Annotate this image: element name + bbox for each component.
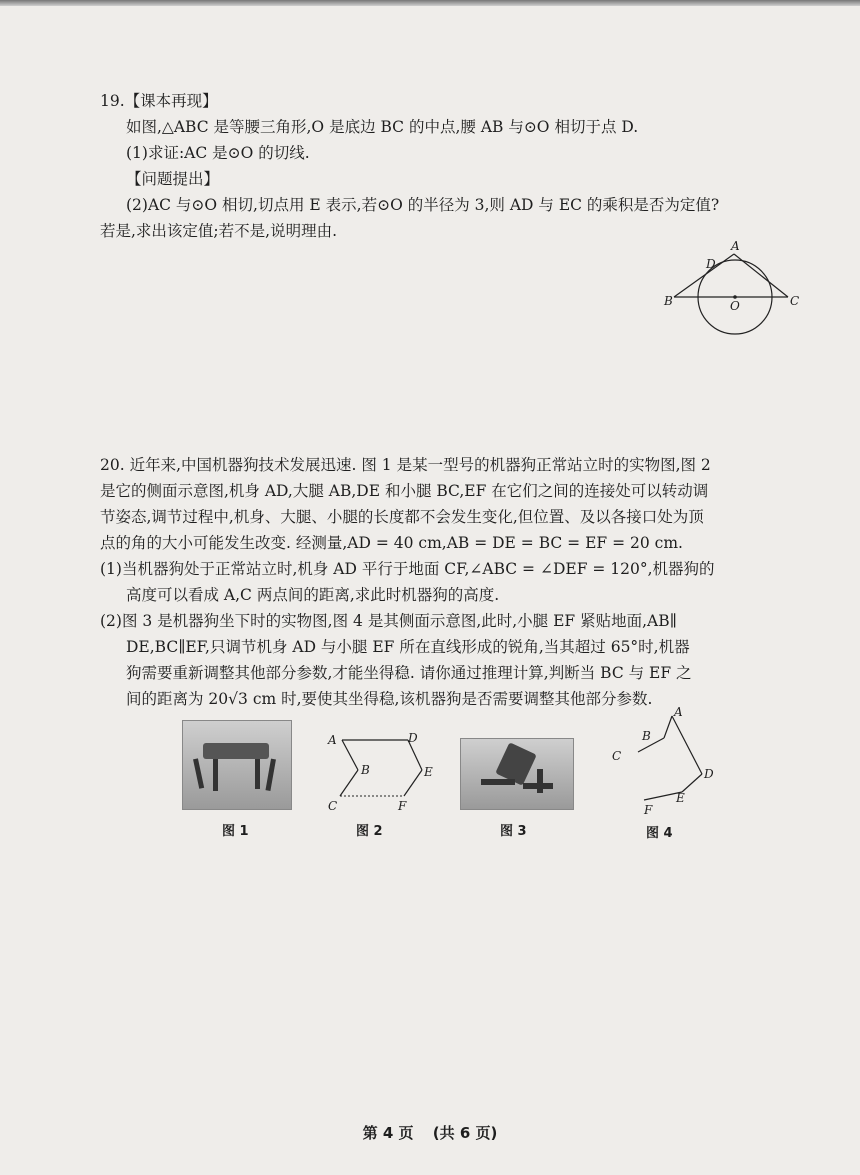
page-number: 第 4 页 [362, 1124, 414, 1142]
label-a: A [731, 239, 740, 253]
label-c: C [612, 749, 622, 763]
q20-part2: (2)图 3 是机器狗坐下时的实物图,图 4 是其侧面示意图,此时,小腿 EF 紧贴地面,AB∥ [100, 612, 677, 630]
q20-part2-cont2: 狗需要重新调整其他部分参数,才能坐得稳. 请你通过推理计算,判断当 BC 与 EF 之 [126, 664, 692, 682]
label-d: D [706, 257, 716, 271]
segment-de [682, 774, 702, 792]
q20-intro-3: 节姿态,调节过程中,机身、大腿、小腿的长度都不会发生变化,但位置、及以各接口处为顶 [100, 508, 704, 526]
q20-intro-1: 20. 近年来,中国机器狗技术发展迅速. 图 1 是某一型号的机器狗正常站立时的实物图,图 2 [100, 456, 711, 474]
robot-dog-standing-photo [182, 720, 292, 810]
q20-intro-4: 点的角的大小可能发生改变. 经测量,AD = 40 cm,AB = DE = BC = EF = 20 cm. [100, 534, 683, 552]
caption-fig2: 图 2 [356, 824, 383, 839]
q20-part2-cont3: 间的距离为 20√3 cm 时,要使其坐得稳,该机器狗是否需要调整其他部分参数. [126, 690, 653, 708]
q19-part1: (1)求证:AC 是⊙O 的切线. [126, 144, 310, 162]
q19-title: 19.【课本再现】 [100, 92, 218, 110]
label-c: C [790, 294, 800, 308]
segment-ab [342, 740, 358, 770]
segment-ef [404, 770, 422, 796]
q19-tag-problem: 【问题提出】 [126, 170, 220, 188]
label-b: B [642, 729, 651, 743]
q20-part1: (1)当机器狗处于正常站立时,机身 AD 平行于地面 CF,∠ABC = ∠DEF = 120°,机器狗的 [100, 560, 715, 578]
q19-part2: (2)AC 与⊙O 相切,切点用 E 表示,若⊙O 的半径为 3,则 AD 与 EC 的乘积是否为定值? [126, 196, 720, 214]
page-total: (共 6 页) [432, 1124, 498, 1142]
q19-part2-cont: 若是,求出该定值;若不是,说明理由. [100, 222, 338, 240]
q20-part1-cont: 高度可以看成 A,C 两点间的距离,求此时机器狗的高度. [126, 586, 500, 604]
label-e: E [424, 765, 433, 779]
segment-ab [674, 254, 734, 297]
robot-dog-sitting-photo [460, 738, 574, 810]
label-b: B [361, 763, 370, 777]
question-20 [100, 452, 808, 712]
label-a: A [328, 733, 337, 747]
segment-ab [664, 716, 672, 738]
q19-statement: 如图,△ABC 是等腰三角形,O 是底边 BC 的中点,腰 AB 与⊙O 相切于点 D. [126, 118, 639, 136]
label-c: C [328, 799, 338, 813]
label-d: D [704, 767, 714, 781]
segment-ad [672, 716, 702, 774]
label-d: D [408, 731, 418, 745]
question-19 [100, 88, 808, 244]
label-o: O [730, 299, 740, 313]
page-footer [0, 1122, 860, 1143]
label-a: A [674, 705, 683, 719]
fig2-diagram [322, 728, 442, 818]
q20-intro-2: 是它的侧面示意图,机身 AD,大腿 AB,DE 和小腿 BC,EF 在它们之间的连接处可以转动调 [100, 482, 709, 500]
label-f: F [644, 803, 653, 817]
caption-fig3: 图 3 [500, 824, 527, 839]
label-b: B [664, 294, 673, 308]
caption-fig1: 图 1 [222, 824, 249, 839]
scan-edge [0, 0, 860, 6]
q19-figure [662, 238, 812, 338]
label-e: E [676, 791, 685, 805]
caption-fig4: 图 4 [646, 826, 673, 841]
fig4-diagram [604, 704, 724, 820]
segment-bc [340, 770, 358, 796]
q20-part2-cont1: DE,BC∥EF,只调节机身 AD 与小腿 EF 所在直线形成的锐角,当其超过 65°时,机器 [126, 638, 690, 656]
label-f: F [398, 799, 407, 813]
